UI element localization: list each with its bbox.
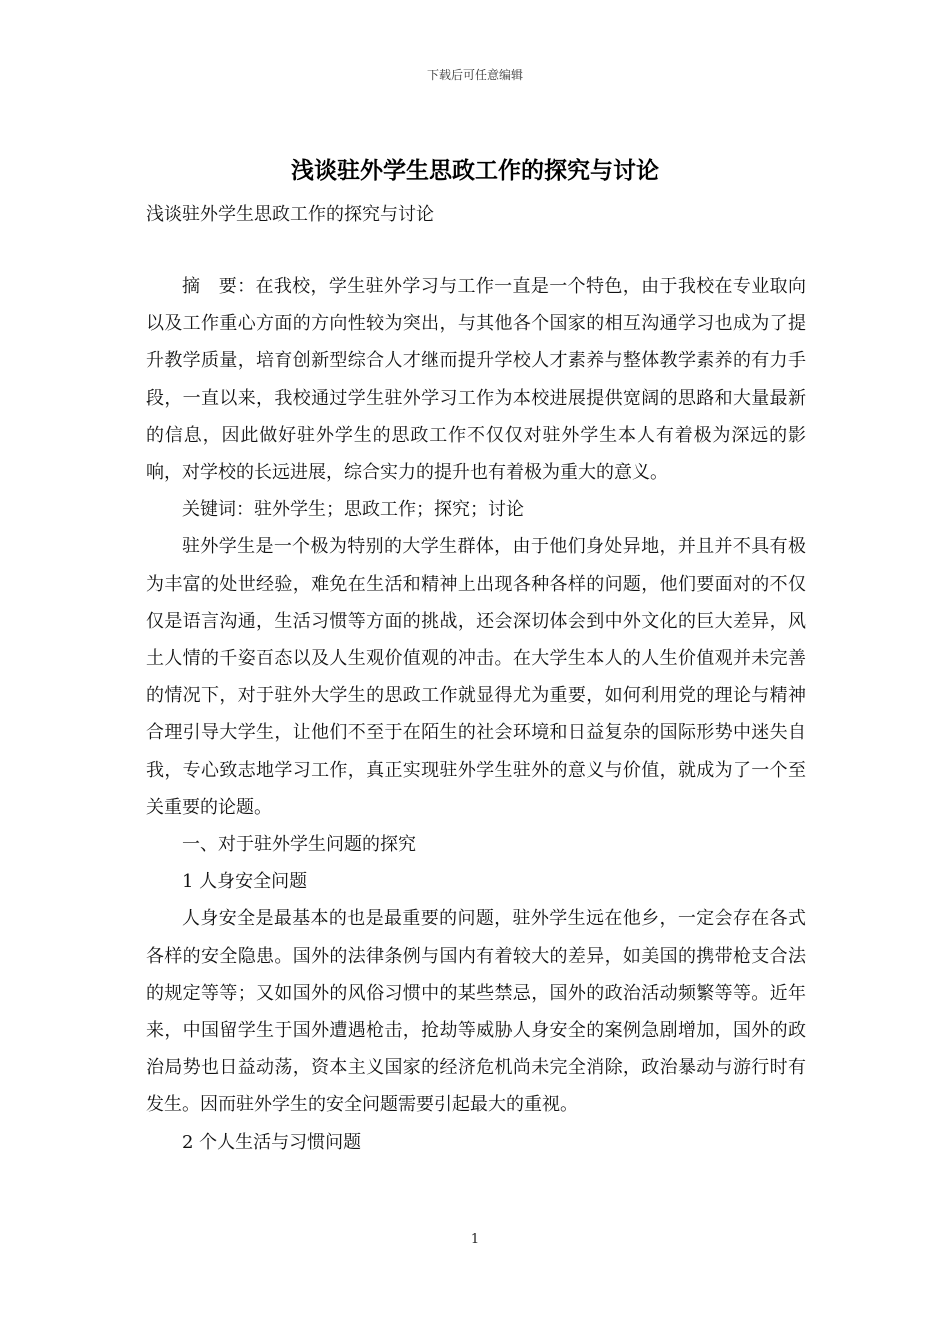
page-number: 1 (470, 1232, 480, 1247)
document-subtitle: 浅谈驻外学生思政工作的探究与讨论 (146, 204, 434, 225)
subsection-heading: 1 人身安全问题 (182, 871, 308, 893)
keywords-paragraph: 关键词：驻外学生；思政工作；探究；讨论 (182, 499, 524, 521)
abstract-paragraph: 摘 要：在我校，学生驻外学习与工作一直是一个特色，由于我校在专业取向以及工作重心方面的方向性较为突出，与其他各个国家的相互沟通学习也成为了提升教学质量，培育创新型综合人才继而提升学校人才素养与整体教学素养的有力手段，一直以来，我校通过学生驻外学习工作为本校进展提供宽阔的思路和大量最新的信息，因此做好驻外学生的思政工作不仅仅对驻外学生本人有着极为深远的影响，对学校的长远进展，综合实力的提升也有着极为重大的意义。 (146, 276, 806, 484)
intro-paragraph: 驻外学生是一个极为特别的大学生群体，由于他们身处异地，并且并不具有极为丰富的处世经验，难免在生活和精神上出现各种各样的问题，他们要面对的不仅仅是语言沟通，生活习惯等方面的挑战，还会深切体会到中外文化的巨大差异，风土人情的千姿百态以及人生观价值观的冲击。在大学生本人的人生价值观并未完善的情况下，对于驻外大学生的思政工作就显得尤为重要，如何利用党的理论与精神合理引导大学生，让他们不至于在陌生的社会环境和日益复杂的国际形势中迷失自我，专心致志地学习工作，真正实现驻外学生驻外的意义与价值，就成为了一个至关重要的论题。 (146, 536, 806, 818)
subsection-heading: 2 个人生活与习惯问题 (182, 1131, 362, 1153)
document-title: 浅谈驻外学生思政工作的探究与讨论 (291, 157, 659, 184)
document-body (146, 268, 806, 1161)
header-note: 下载后可任意编辑 (426, 68, 523, 82)
section-heading: 一、对于驻外学生问题的探究 (182, 834, 416, 856)
body-paragraph: 人身安全是最基本的也是最重要的问题，驻外学生远在他乡，一定会存在各式各样的安全隐患。国外的法律条例与国内有着较大的差异，如美国的携带枪支合法的规定等等；又如国外的风俗习惯中的某些禁忌，国外的政治活动频繁等等。近年来，中国留学生于国外遭遇枪击，抢劫等威胁人身安全的案例急剧增加，国外的政治局势也日益动荡，资本主义国家的经济危机尚未完全消除，政治暴动与游行时有发生。因而驻外学生的安全问题需要引起最大的重视。 (146, 908, 806, 1116)
